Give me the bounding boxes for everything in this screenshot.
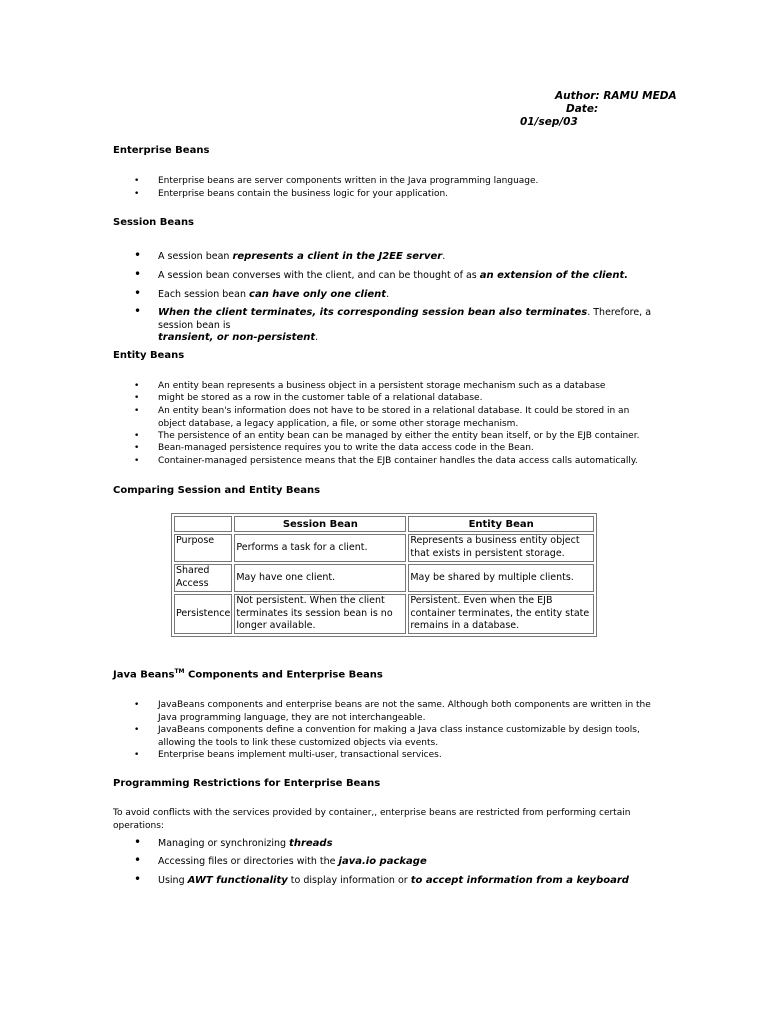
restrictions-intro: To avoid conflicts with the services provided by container,, enterprise beans are restricted from performing certain operations:: [113, 808, 631, 831]
table-row: [174, 594, 594, 634]
list-item: • Accessing files or directories with the java.io package: [134, 853, 427, 867]
list-item: • JavaBeans components define a convention for making a Java class instance customizable by design tools, allowing the tools to link these customized objects via events.: [134, 725, 640, 748]
table-header-cell: Session Bean: [234, 516, 406, 532]
table-cell: May have one client.: [234, 564, 406, 592]
bullet-icon: •: [134, 431, 140, 441]
list-item: • might be stored as a row in the customer table of a relational database.: [134, 393, 483, 403]
bullet-icon: •: [134, 248, 142, 262]
bullet-icon: •: [134, 872, 142, 886]
bullet-icon: •: [134, 381, 140, 391]
bullet-icon: •: [134, 853, 142, 867]
table-cell: Represents a business entity object that exists in persistent storage.: [408, 534, 594, 562]
bullet-icon: •: [134, 835, 142, 849]
list-item: • Each session bean can have only one client.: [134, 286, 390, 300]
heading-enterprise-beans: Enterprise Beans: [113, 145, 210, 156]
bullet-icon: •: [134, 286, 142, 300]
list-item: • An entity bean represents a business object in a persistent storage mechanism such as a database: [134, 381, 606, 391]
table-row: [174, 564, 594, 592]
table-cell: Purpose: [174, 534, 232, 562]
bullet-icon: •: [134, 267, 142, 281]
date-label: Date:: [566, 103, 599, 115]
bullet-icon: •: [134, 189, 140, 199]
list-item: • Container-managed persistence means that the EJB container handles the data access calls automatically.: [134, 456, 638, 466]
list-item: • When the client terminates, its corresponding session bean also terminates. Therefore, a session bean is transient, or non-persistent.: [134, 304, 652, 344]
bullet-icon: •: [134, 443, 140, 453]
heading-entity-beans: Entity Beans: [113, 350, 185, 361]
heading-session-beans: Session Beans: [113, 217, 195, 228]
list-item: • Bean-managed persistence requires you to write the data access code in the Bean.: [134, 443, 534, 453]
table-cell: Performs a task for a client.: [234, 534, 406, 562]
list-item: • Enterprise beans are server components written in the Java programming language.: [134, 176, 539, 186]
table-row: [174, 534, 594, 562]
bullet-icon: •: [134, 304, 142, 318]
list-item: • A session bean represents a client in the J2EE server.: [134, 248, 446, 262]
bullet-icon: •: [134, 725, 140, 735]
table-cell: Persistent. Even when the EJB container terminates, the entity state remains in a database.: [408, 594, 594, 634]
table-header-cell: Entity Bean: [408, 516, 594, 532]
list-item: • Enterprise beans contain the business logic for your application.: [134, 189, 449, 199]
table-cell: May be shared by multiple clients.: [408, 564, 594, 592]
bullet-icon: •: [134, 176, 140, 186]
bullet-icon: •: [134, 750, 140, 760]
bullet-icon: •: [134, 393, 140, 403]
comparison-table: [171, 513, 597, 637]
list-item: • The persistence of an entity bean can be managed by either the entity bean itself, or by the EJB container.: [134, 431, 640, 441]
table-header-cell: [174, 516, 232, 532]
list-item: • JavaBeans components and enterprise beans are not the same. Although both components are written in the Java programming language, they are not interchangeable.: [134, 700, 651, 723]
heading-comparing: Comparing Session and Entity Beans: [113, 485, 321, 496]
bullet-icon: •: [134, 700, 140, 710]
date-value: 01/sep/03: [520, 116, 578, 128]
author-line: Author: RAMU MEDA: [555, 90, 677, 102]
heading-restrictions: Programming Restrictions for Enterprise Beans: [113, 778, 381, 789]
bullet-icon: •: [134, 456, 140, 466]
list-item: • A session bean converses with the client, and can be thought of as an extension of the client.: [134, 267, 629, 281]
table-cell: Shared Access: [174, 564, 232, 592]
table-cell: Persistence: [174, 594, 232, 634]
list-item: • Managing or synchronizing threads: [134, 835, 333, 849]
bullet-icon: •: [134, 406, 140, 416]
list-item: • An entity bean's information does not have to be stored in a relational database. It could be stored in an object database, a legacy application, a file, or some other storage mechanism.: [134, 406, 630, 429]
heading-javabeans: Java Beans™ Components and Enterprise Beans: [113, 668, 383, 681]
list-item: • Enterprise beans implement multi-user, transactional services.: [134, 750, 442, 760]
table-header-row: [174, 516, 594, 532]
list-item: • Using AWT functionality to display information or to accept information from a keyboard: [134, 872, 629, 886]
table-cell: Not persistent. When the client terminates its session bean is no longer available.: [234, 594, 406, 634]
